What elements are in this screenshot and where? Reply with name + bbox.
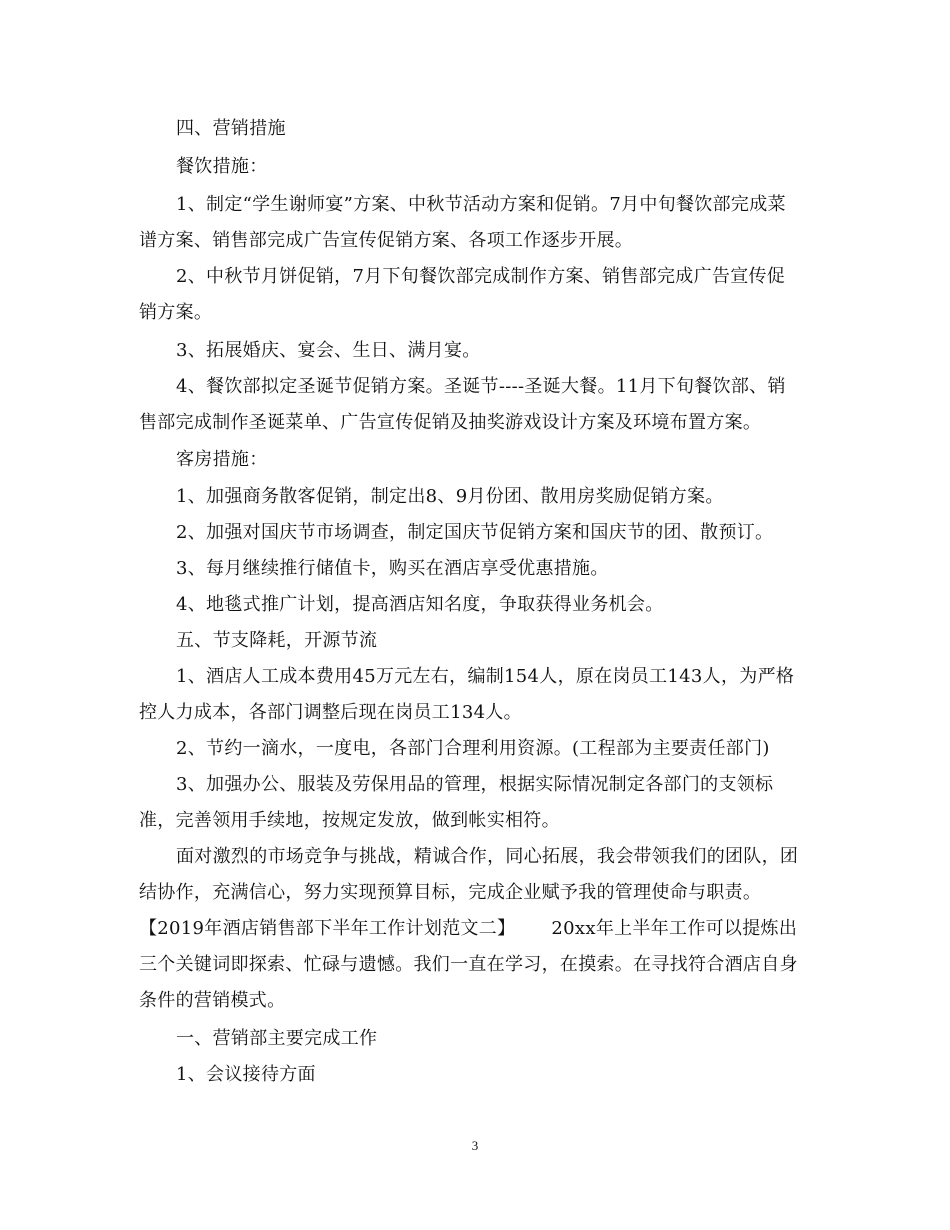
paragraph-line: 2、中秋节月饼促销，7月下旬餐饮部完成制作方案、销售部完成广告宣传促 bbox=[176, 266, 786, 287]
paragraph-line: 4、餐饮部拟定圣诞节促销方案。圣诞节----圣诞大餐。11月下旬餐饮部、销 bbox=[176, 376, 786, 397]
paragraph-line: 1、制定“学生谢师宴”方案、中秋节活动方案和促销。7月中旬餐饮部完成菜 bbox=[176, 194, 786, 215]
paragraph-line: 谱方案、销售部完成广告宣传促销方案、各项工作逐步开展。 bbox=[139, 230, 634, 251]
subheading-room-measures: 客房措施： bbox=[176, 449, 268, 470]
paragraph-line: 销方案。 bbox=[139, 302, 213, 323]
paragraph-line: 3、加强办公、服装及劳保用品的管理，根据实际情况制定各部门的支领标 bbox=[176, 774, 774, 795]
page-number: 3 bbox=[471, 1138, 479, 1153]
paragraph-line: 2、加强对国庆节市场调查，制定国庆节促销方案和国庆节的团、散预订。 bbox=[176, 522, 774, 543]
section-heading-marketing-measures: 四、营销措施 bbox=[176, 118, 286, 139]
section-heading-cost-saving: 五、节支降耗，开源节流 bbox=[176, 630, 378, 651]
paragraph-line: 3、每月继续推行储值卡，购买在酒店享受优惠措施。 bbox=[176, 558, 609, 579]
paragraph-line: 控人力成本，各部门调整后现在岗员工134人。 bbox=[139, 702, 522, 723]
paragraph-line: 3、拓展婚庆、宴会、生日、满月宴。 bbox=[176, 340, 481, 361]
paragraph-line-start: 20xx年上半年工作可以提炼出 bbox=[551, 918, 798, 939]
sample-title: 【2019年酒店销售部下半年工作计划范文二】 bbox=[139, 918, 516, 939]
sample-title-line bbox=[139, 917, 797, 941]
paragraph-line: 结协作，充满信心，努力实现预算目标，完成企业赋予我的管理使命与职责。 bbox=[139, 882, 762, 903]
paragraph-line: 4、地毯式推广计划，提高酒店知名度，争取获得业务机会。 bbox=[176, 594, 664, 615]
paragraph-line: 1、酒店人工成本费用45万元左右，编制154人，原在岗员工143人，为严格 bbox=[176, 666, 795, 687]
paragraph-line: 1、加强商务散客促销，制定出8、9月份团、散用房奖励促销方案。 bbox=[176, 486, 724, 507]
section-heading-main-work: 一、营销部主要完成工作 bbox=[176, 1028, 378, 1049]
subheading-catering-measures: 餐饮措施： bbox=[176, 156, 268, 177]
paragraph-line: 售部完成制作圣诞菜单、广告宣传促销及抽奖游戏设计方案及环境布置方案。 bbox=[139, 412, 762, 433]
paragraph-line: 面对激烈的市场竞争与挑战，精诚合作，同心拓展，我会带领我们的团队，团 bbox=[176, 846, 799, 867]
paragraph-line: 2、节约一滴水，一度电，各部门合理利用资源。(工程部为主要责任部门) bbox=[176, 738, 770, 759]
paragraph-line: 准，完善领用手续地，按规定发放，做到帐实相符。 bbox=[139, 810, 560, 831]
subheading-meeting-reception: 1、会议接待方面 bbox=[176, 1064, 316, 1085]
paragraph-line: 条件的营销模式。 bbox=[139, 990, 286, 1011]
paragraph-line: 三个关键词即探索、忙碌与遗憾。我们一直在学习，在摸索。在寻找符合酒店自身 bbox=[139, 954, 798, 975]
